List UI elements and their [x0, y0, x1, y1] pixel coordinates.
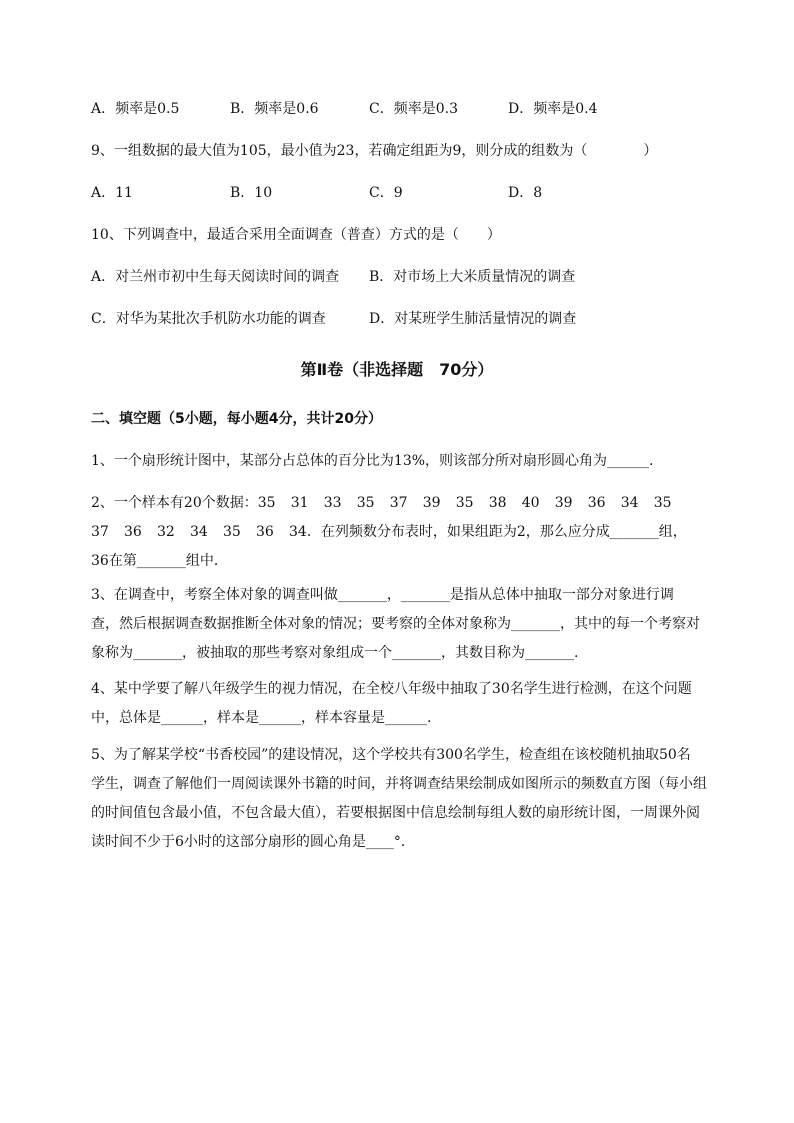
- q10-stem: 10、下列调查中，最适合采用全面调查（普查）方式的是（ ）: [91, 227, 501, 243]
- q9-option-c: C．9: [369, 185, 403, 201]
- data-value: 34: [190, 524, 208, 540]
- data-value: 37: [91, 524, 109, 540]
- fill-q5-line4: 读时间不少于6小时的这部分扇形的圆心角是____°．: [91, 834, 415, 850]
- data-value: 35: [455, 495, 474, 511]
- q9-option-d: D．8: [508, 185, 543, 201]
- q9-option-a: A．11: [91, 185, 133, 201]
- data-value: 31: [290, 495, 309, 511]
- fill-q2-tail: 34．在列频数分布表时，如果组距为2，那么应分成_______组，: [289, 524, 687, 540]
- fill-q2-last: 36在第_______组中．: [91, 553, 228, 569]
- data-value: 37: [389, 495, 408, 511]
- data-value: 34: [620, 495, 639, 511]
- fill-q5-line3: 的时间值包含最小值，不包含最大值），若要根据图中信息绘制每组人数的扇形统计图，一周课外阅: [91, 805, 700, 821]
- q10-option-d: D．对某班学生肺活量情况的调查: [369, 311, 577, 327]
- data-value: 35: [653, 495, 672, 511]
- data-value: 39: [422, 495, 441, 511]
- fill-q3-line1: 3、在调查中，考察全体对象的调查叫做_______，_______是指从总体中抽取一部分对象进行调: [91, 587, 674, 603]
- fill-q3-line2: 查，然后根据调查数据推断全体对象的情况；要考察的全体对象称为_______，其中的每一个考察对: [91, 616, 700, 632]
- fill-q5-line2: 学生，调查了解他们一周阅读课外书籍的时间，并将调查结果绘制成如图所示的频数直方图（每小组: [91, 776, 707, 792]
- fill-q4-line2: 中，总体是______，样本是______，样本容量是______.: [91, 710, 432, 726]
- fill-q2-lead: 2、一个样本有20个数据：: [91, 495, 258, 511]
- fill-q2-row2: [91, 518, 289, 547]
- fill-q5: [91, 741, 731, 857]
- data-value: 36: [587, 495, 606, 511]
- data-value: 36: [256, 524, 274, 540]
- q8-option-c: C．频率是0.3: [369, 101, 458, 117]
- fill-q2: [91, 489, 731, 576]
- q8-option-b: B．频率是0.6: [230, 101, 319, 117]
- data-value: 36: [124, 524, 142, 540]
- fill-q3: [91, 581, 731, 668]
- data-value: 35: [356, 495, 375, 511]
- data-value: 33: [323, 495, 342, 511]
- fill-q4-line1: 4、某中学要了解八年级学生的视力情况，在全校八年级中抽取了30名学生进行检测，在这个问题: [91, 681, 692, 697]
- q8-option-a: A．频率是0.5: [91, 101, 180, 117]
- data-value: 35: [223, 524, 241, 540]
- q9-option-b: B．10: [230, 185, 273, 201]
- data-value: 38: [488, 495, 507, 511]
- part2-title: 第Ⅱ卷（非选择题 70分）: [300, 360, 494, 379]
- data-value: 40: [521, 495, 540, 511]
- q10-option-b: B．对市场上大米质量情况的调查: [369, 269, 576, 285]
- q8-option-d: D．频率是0.4: [508, 101, 598, 117]
- fill-q2-row1: [258, 489, 687, 518]
- q10-option-a: A．对兰州市初中生每天阅读时间的调查: [91, 269, 340, 285]
- fill-q4: [91, 675, 731, 733]
- data-value: 35: [257, 495, 276, 511]
- fill-q1: 1、一个扇形统计图中，某部分占总体的百分比为13%，则该部分所对扇形圆心角为______.: [91, 453, 654, 469]
- data-value: 32: [157, 524, 175, 540]
- fill-q3-line3: 象称为_______，被抽取的那些考察对象组成一个_______，其数目称为_______.: [91, 645, 579, 661]
- data-value: 39: [554, 495, 573, 511]
- q10-option-c: C．对华为某批次手机防水功能的调查: [91, 311, 326, 327]
- q9-stem: 9、一组数据的最大值为105，最小值为23，若确定组距为9，则分成的组数为（ ）: [91, 143, 658, 159]
- fill-q5-line1: 5、为了解某学校“书香校园”的建设情况，这个学校共有300名学生，检查组在该校随机抽取50名: [91, 747, 691, 763]
- section-heading: 二、填空题（5小题，每小题4分，共计20分）: [91, 411, 382, 427]
